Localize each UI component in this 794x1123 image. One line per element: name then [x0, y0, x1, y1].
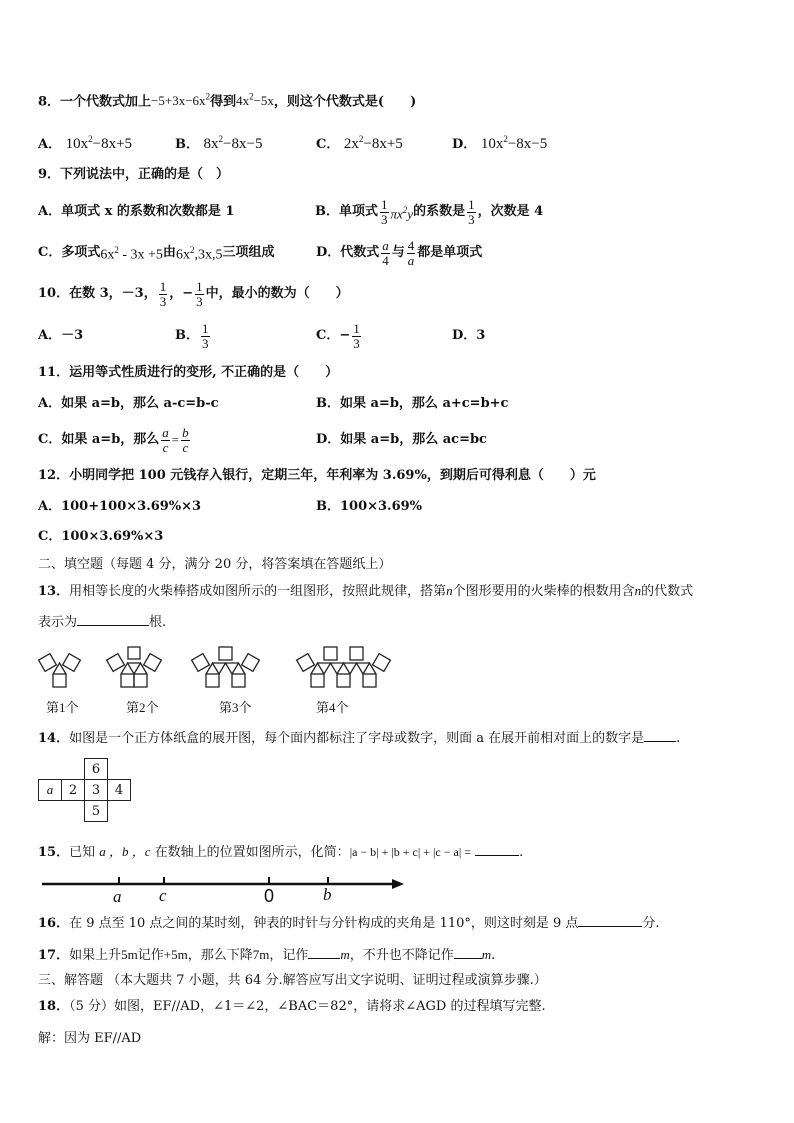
answer-blank [77, 613, 149, 626]
q8-stem: 8．一个代数式加上$-5+3x-6x^2$得到$4x^2-5x$，则这个代数式是( ) [38, 92, 417, 110]
q18-stem: 18．（5 分）如图，EF//AD，∠1＝∠2，∠BAC＝82°，请将求∠AGD 的过程填写完整. [38, 999, 546, 1014]
section-3-heading: 三、解答题 （本大题共 7 小题，共 64 分.解答应写出文字说明、证明过程或演算步骤.） [38, 973, 547, 988]
q11-option-a: A．如果 a=b，那么 a-c=b-c [38, 396, 219, 411]
q8-option-d: D． $10x^2-8x-5$ [452, 134, 548, 152]
solution-line: 解：因为 EF//AD [38, 1031, 142, 1046]
q10-option-c: C． − $\frac{1}{3}$ [316, 320, 360, 351]
q13-line2: 表示为 根. [38, 615, 167, 630]
cube-net [38, 758, 131, 822]
figure-caption-2: 第2个 [126, 700, 159, 715]
net-face-3: 3 [85, 780, 108, 801]
net-face-6: 6 [85, 759, 108, 780]
q15-stem: 15．已知 a ，b ，c 在数轴上的位置如图所示，化简：|a − b| + |b + c| + |c − a| = . [38, 844, 524, 860]
net-face-5: 5 [85, 801, 108, 822]
q11-option-d: D．如果 a=b，那么 ac=bc [316, 432, 487, 447]
q14-stem: 14．如图是一个正方体纸盒的展开图，每个面内都标注了字母或数字，则面 a 在展开前相对面上的数字是 . [38, 731, 681, 746]
answer-blank [475, 843, 519, 856]
q11-stem: 11．运用等式性质进行的变形, 不正确的是（ ） [38, 365, 339, 380]
q8-option-a: A． $10x^2-8x+5$ [38, 134, 133, 152]
q9-option-c: C．多项式 $6x^2 - 3x +5$ 由 $6x^2,3x,5$ 三项组成 [38, 245, 275, 263]
figure-caption-4: 第4个 [316, 700, 349, 715]
answer-blank [454, 946, 482, 959]
net-face-a: a [39, 780, 62, 801]
q12-option-b: B．100×3.69% [316, 499, 423, 514]
q9-option-d: D．代数式 $\frac{a}{4}$ 与 $\frac{4}{a}$ 都是单项式 [316, 237, 483, 268]
section-2-heading: 二、填空题（每题 4 分，满分 20 分，将答案填在答题纸上） [38, 557, 392, 572]
q16-stem: 16．在 9 点至 10 点之间的某时刻，钟表的时针与分针构成的夹角是 110°，则这时刻是 9 点 分. [38, 916, 660, 931]
number-line [38, 870, 408, 908]
figure-caption-1: 第1个 [46, 700, 79, 715]
q11-option-b: B．如果 a=b，那么 a+c=b+c [316, 396, 509, 411]
q10-option-d: D．3 [452, 328, 486, 343]
axis-label-b: b [323, 885, 332, 904]
matchstick-figure [36, 644, 396, 696]
q12-stem: 12．小明同学把 100 元钱存入银行，定期三年，年利率为 3.69%，到期后可得利息（ ）元 [38, 468, 596, 483]
answer-blank [308, 946, 340, 959]
answer-blank [644, 729, 676, 742]
q10-option-a: A．－3 [38, 328, 84, 343]
q10-stem: 10． 在数 3，－3， $\frac{1}{3}$ ，− $\frac{1}{3}$ 中，最小的数为（ ） [38, 278, 349, 309]
net-face-2: 2 [62, 780, 85, 801]
answer-blank [578, 914, 642, 927]
axis-label-c: c [159, 886, 167, 905]
axis-label-a: a [113, 887, 122, 906]
figure-caption-3: 第3个 [219, 700, 252, 715]
q9-option-b: B．单项式 $\frac{1}{3}$ $\pi x^2y$ 的系数是 $\frac{1}{3}$ ，次数是 4 [315, 196, 544, 227]
q8-option-c: C． $2x^2-8x+5$ [316, 134, 403, 152]
q9-option-a: A．单项式 x 的系数和次数都是 1 [38, 204, 235, 219]
q11-option-c: C．如果 a=b，那么 $\frac{a}{c}$ = $\frac{b}{c}$ [38, 424, 189, 455]
q12-option-c: C．100×3.69%×3 [38, 529, 164, 544]
axis-label-0: 0 [264, 886, 275, 906]
net-face-4: 4 [108, 780, 131, 801]
q10-option-b: B． $\frac{1}{3}$ [175, 320, 209, 351]
q12-option-a: A．100+100×3.69%×3 [38, 499, 202, 514]
q8-option-b: B． $8x^2-8x-5$ [175, 134, 263, 152]
q17-stem: 17．如果上升5m记作+5m，那么下降7m，记作 m，不升也不降记作 m. [38, 947, 496, 963]
q9-stem: 9．下列说法中，正确的是（ ） [38, 167, 230, 182]
q13-stem: 13．用相等长度的火柴棒搭成如图所示的一组图形，按照此规律，搭第n个图形要用的火柴棒的根数用含n的代数式 [38, 583, 694, 599]
